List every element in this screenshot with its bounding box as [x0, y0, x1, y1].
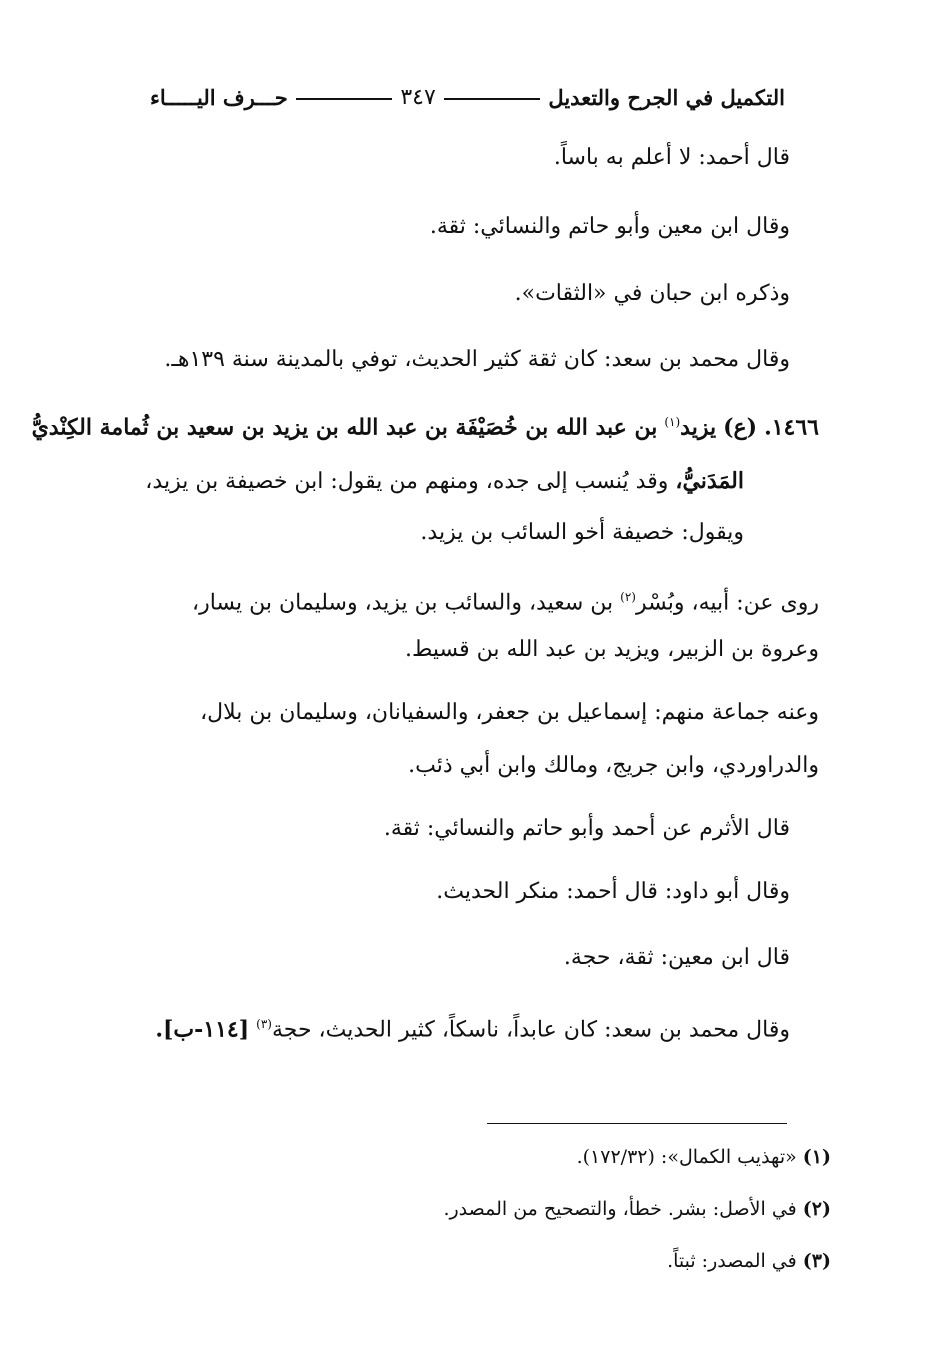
footnote	[577, 1142, 831, 1172]
footnote-text: في الأصل: بشر. خطأ، والتصحيح من المصدر.	[443, 1198, 797, 1220]
narrators-line: والدراوردي، وابن جريج، ومالك وابن أبي ذئب.	[408, 753, 819, 778]
header-rule	[444, 98, 541, 100]
text-line	[100, 1007, 790, 1047]
page-number: ٣٤٧	[400, 84, 436, 110]
text-line: قال أحمد: لا أعلم به باساً.	[553, 145, 790, 170]
narrators-line: وعنه جماعة منهم: إسماعيل بن جعفر، والسفيانان، وسليمان بن بلال،	[200, 700, 819, 725]
entry-line: ويقول: خصيفة أخو السائب بن يزيد.	[420, 520, 744, 545]
narrated-from-text: بن سعيد، والسائب بن يزيد، وسليمان بن يسار،	[191, 590, 614, 616]
narrated-from-line	[100, 580, 819, 620]
text-line: قال الأثرم عن أحمد وأبو حاتم والنسائي: ثقة.	[383, 816, 790, 841]
footnote-separator	[487, 1123, 787, 1124]
footnote	[443, 1194, 831, 1224]
entry-line	[100, 464, 744, 499]
entry-number: ١٤٦٦.	[764, 414, 819, 441]
footnote-text: «تهذيب الكمال»: (١٧٢/٣٢).	[576, 1146, 797, 1168]
footnote-text: في المصدر: ثبتاً.	[667, 1250, 797, 1272]
narrated-from-line: وعروة بن الزبير، ويزيد بن عبد الله بن قسيط.	[405, 637, 819, 662]
manuscript-folio-ref: [١١٤-ب].	[155, 1016, 250, 1043]
header-rule	[296, 98, 393, 100]
narrated-from-text: روى عن: أبيه، وبُسْر	[635, 590, 819, 616]
footnote-mark: (٢)	[802, 1198, 831, 1220]
footnote-mark: (١)	[802, 1146, 831, 1168]
footnote	[667, 1246, 831, 1276]
entry-text: وقد يُنسب إلى جده، ومنهم من يقول: ابن خصيفة بن يزيد،	[145, 469, 669, 494]
text-line: قال ابن معين: ثقة، حجة.	[563, 945, 790, 970]
footnote-ref: (٢)	[620, 590, 636, 604]
text-line: وذكره ابن حبان في «الثقات».	[514, 281, 790, 306]
entry-siglum: (ع)	[723, 414, 758, 441]
book-title: التكميل في الجرح والتعديل	[548, 84, 785, 110]
footnote-mark: (٣)	[802, 1250, 831, 1272]
footnote-ref: (١)	[664, 415, 681, 429]
entry-nisba: المَدَنيُّ،	[675, 468, 744, 494]
text-line: وقال ابن معين وأبو حاتم والنسائي: ثقة.	[429, 214, 790, 239]
entry-heading-line	[31, 405, 819, 445]
text-line: وقال محمد بن سعد: كان ثقة كثير الحديث، توفي بالمدينة سنة ١٣٩هـ.	[164, 347, 790, 372]
text-line: وقال أبو داود: قال أحمد: منكر الحديث.	[436, 879, 790, 904]
footnote-ref: (٣)	[256, 1017, 272, 1031]
text-segment: وقال محمد بن سعد: كان عابداً، ناسكاً، كثير الحديث، حجة	[271, 1017, 790, 1043]
section-title: حـــرف اليـــــاء	[150, 84, 288, 110]
running-header	[150, 80, 785, 114]
entry-name: يزيد	[680, 414, 717, 441]
entry-lineage: بن عبد الله بن خُصَيْفَة بن عبد الله بن يزيد بن سعيد بن ثُمامة الكِنْديُّ	[31, 414, 658, 441]
